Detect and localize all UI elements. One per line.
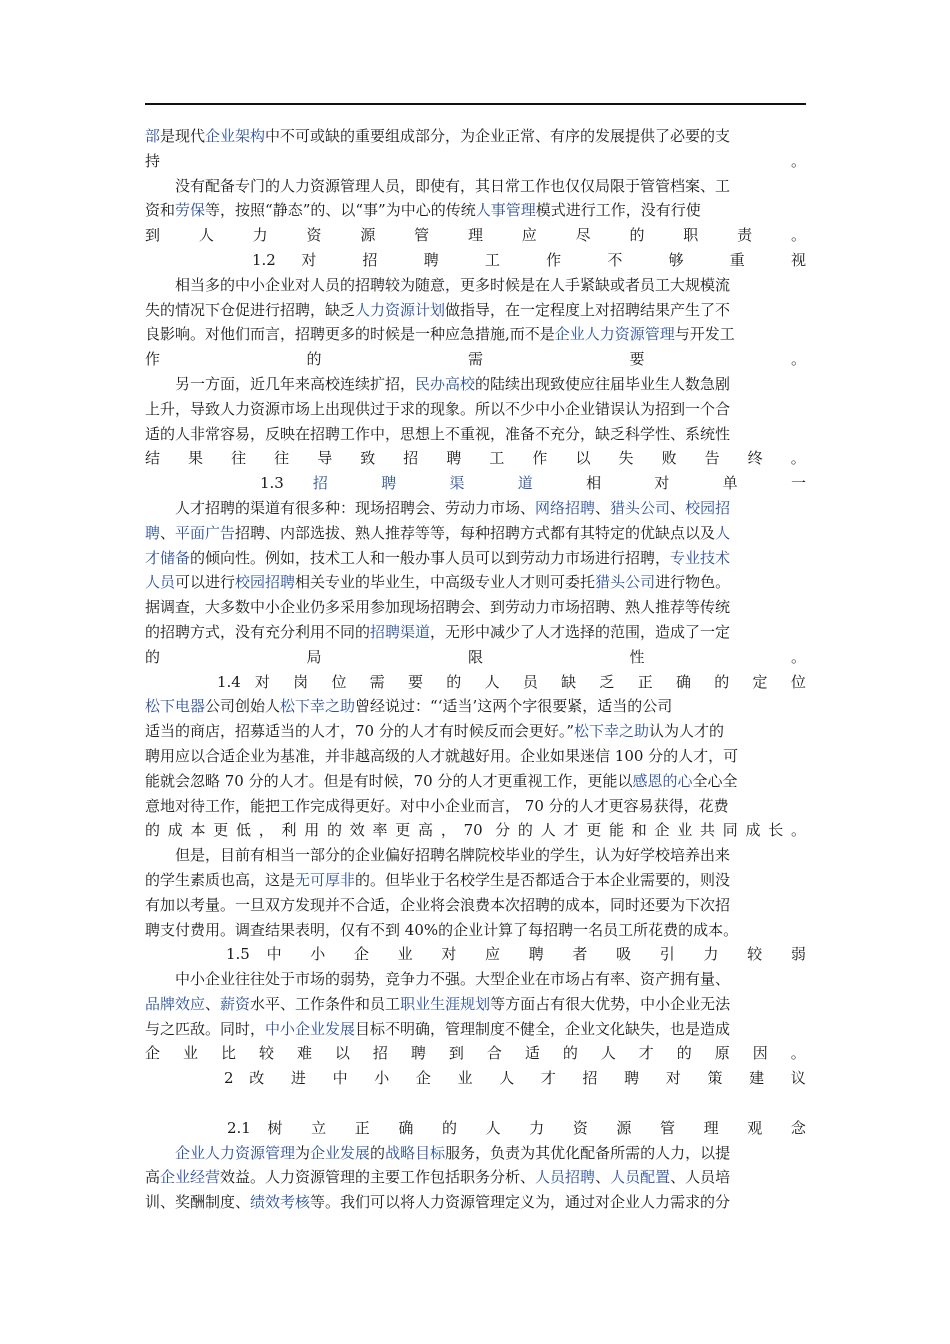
text-run: 败 [661,449,689,468]
text-run: 要 [408,672,433,691]
text-run: 工 [489,449,517,468]
text-run: 弱 [790,945,806,964]
inline-link[interactable]: 人力资源计划 [355,300,446,319]
inline-link[interactable]: 渠 [449,474,489,493]
text-run: 树 [267,1118,295,1137]
text-line [145,694,806,719]
text-run: 适的人非常容易，反映在招聘工作中，思想上不重视，准备不充分，缺乏科学性、系统性 [145,424,731,443]
text-run: 管 [414,226,447,245]
text-run: 失 [618,449,646,468]
inline-link[interactable]: 招聘渠道 [370,622,431,641]
text-run: 。 [790,226,806,245]
text-run: 确 [398,1118,426,1137]
text-line [145,223,806,248]
text-run: 聘 [446,449,473,468]
text-line [145,298,806,323]
inline-link[interactable]: 人员配置 [610,1168,671,1187]
text-run: 进 [290,1069,317,1088]
text-run: 力 [252,226,285,245]
section-heading [145,670,806,695]
text-run: 的倾向性。例如，技术工人和一般办事人员可以到劳动力市场进行招聘， [190,548,671,567]
text-run: 观 [747,1118,775,1137]
inline-link[interactable]: 猎头公司 [610,498,671,517]
text-run: 全心全 [692,771,738,790]
text-run: 、人员培 [670,1168,731,1187]
text-run: 、 [160,523,176,542]
text-run: 结 [145,449,172,468]
text-run: 良影响。对他们而言，招聘更多的时候是一种应急措施,而不是 [145,325,555,344]
text-run: 2 [224,1069,234,1088]
text-run: 、 [670,498,686,517]
text-line [145,422,806,447]
text-line [145,818,806,843]
text-run: 引 [659,945,687,964]
text-run: 资 [306,226,339,245]
text-run: 、 [595,498,611,517]
text-run: 不 [607,250,644,269]
text-run: 的 [441,1118,469,1137]
text-run: 够 [668,250,705,269]
text-run: 单 [722,474,762,493]
text-run: 1.2 [252,250,276,269]
text-run: 人 [484,672,509,691]
text-run: 与开发工 [674,325,735,344]
text-run: 业 [182,1044,208,1063]
text-line [145,1017,806,1042]
text-run: 终 [747,449,775,468]
section-heading [145,248,806,273]
inline-link[interactable]: 品牌效应 [145,994,206,1013]
text-run: 曾经说过：“‘适当’这两个字很要紧，适当的公司 [355,697,673,716]
text-run: 的招聘方式，没有充分利用不同的 [145,622,371,641]
text-line [145,521,806,546]
text-line [145,1190,806,1215]
text-run: 较 [747,945,775,964]
text-line [145,719,806,744]
text-run: 乏 [599,672,624,691]
text-run: 管 [660,1118,687,1137]
text-run: 训、奖酬制度、 [145,1193,251,1212]
text-run: 尽 [575,226,608,245]
text-run: 聘用应以合适企业为基准，并非越高级的人才就越好用。企业如果迷信 100 分的人才，可 [145,746,739,765]
text-run: 有加以考量。一旦双方发现并不合适，企业将会浪费本次招聘的成本，同时还要为下次招 [145,895,731,914]
text-run: 难 [296,1044,322,1063]
inline-link[interactable]: 松下电器 [145,697,206,716]
text-line [145,347,806,372]
inline-link[interactable]: 聘 [145,523,161,542]
text-run: 水平、工作条件和员工 [250,994,401,1013]
text-run: 相当多的中小企业对人员的招聘较为随意，更多时候是在人手紧缺或者员工大规模流 [175,275,731,294]
text-run: 1.5 [226,945,250,964]
text-run: 失的情况下仓促进行招聘，缺乏 [145,300,356,319]
text-run: 业 [457,1069,484,1088]
inline-link[interactable]: 专业技术 [670,548,731,567]
paragraph-start-line [145,496,806,521]
inline-link[interactable]: 民办高校 [415,374,476,393]
text-run: 力 [703,945,731,964]
text-run: 往 [231,449,258,468]
text-run: 建 [749,1069,776,1088]
text-run: 力 [529,1118,557,1137]
text-run: 另一方面，近几年来高校连续扩招， [175,374,416,393]
text-run: 效益。人力资源管理的主要工作包括职务分析、 [220,1168,536,1187]
text-run: 的 [446,672,471,691]
text-run: 致 [360,449,387,468]
text-run: 人 [600,1044,625,1063]
inline-link[interactable]: 聘 [381,474,421,493]
text-run: 公司创始人 [205,697,281,716]
text-run: 合 [486,1044,511,1063]
text-line [145,595,806,620]
text-line [145,868,806,893]
text-run: 企 [415,1069,442,1088]
text-run: 与之匹敌。同时， [145,1019,266,1038]
inline-link[interactable]: 网络招聘 [535,498,596,517]
text-run: 人 [198,226,231,245]
text-run: 小 [374,1069,401,1088]
text-run: 对 [254,672,280,691]
text-run: 的学生素质也高，这是 [145,870,296,889]
text-run: 需 [467,350,554,369]
text-run: 等，按照“静态”的、以“事”为中心的传统 [205,201,476,220]
text-run: 人 [499,1069,526,1088]
text-run: 立 [311,1118,339,1137]
text-run: 往 [274,449,301,468]
inline-link[interactable]: 校园招聘 [235,573,296,592]
text-line [145,918,806,943]
inline-link[interactable]: 人员招聘 [535,1168,596,1187]
text-run: 性 [629,647,716,666]
inline-link[interactable]: 绩效考核 [250,1193,311,1212]
inline-link[interactable]: 道 [517,474,558,493]
text-line [145,1165,806,1190]
text-run: 人 [485,1118,513,1137]
text-run: 2.1 [227,1118,251,1137]
inline-link[interactable]: 无可厚非 [295,870,356,889]
text-run: 做指导，在一定程度上对招聘结果产生了不 [445,300,731,319]
text-run: 中不可或缺的重要组成部分，为企业正常、有序的发展提供了必要的支 [265,127,731,145]
text-run: 应 [521,226,554,245]
inline-link[interactable]: 人 [715,523,731,542]
text-run: 的。但毕业于名校学生是否都适合于本企业需要的，则没 [355,870,731,889]
text-run: 进行物色。 [655,573,731,592]
text-run: 上升，导致人力资源市场上出现供过于求的现象。所以不少中小企业错误认为招到一个合 [145,399,731,418]
text-run: 的 [145,647,231,666]
text-run: 理 [703,1118,731,1137]
document-body [145,124,806,1215]
text-run: 。 [790,1044,806,1063]
text-run: 招 [362,250,399,269]
text-run: 相 [586,474,626,493]
text-line [145,620,806,645]
text-run: 作 [546,250,582,269]
text-run: 源 [616,1118,644,1137]
text-line [145,645,806,670]
text-line [145,893,806,918]
text-line [145,1041,806,1066]
blank-line [145,1091,806,1116]
text-run: 改 [249,1069,276,1088]
text-run: 。 [790,647,806,666]
text-run: 较 [258,1044,284,1063]
text-run: 人才招聘的渠道有很多种：现场招聘会、劳动力市场、 [175,498,536,517]
text-run: 聘支付费用。调查结果表明，仅有不到 40%的企业计算了每招聘一名员工所花费的成本。 [145,920,739,939]
text-run: 招 [582,1069,609,1088]
text-run: 业 [397,945,425,964]
text-run: 中小企业往往处于市场的弱势，竞争力不强。大型企业在市场占有率、资产拥有量、 [175,970,731,989]
text-run: 果 [188,449,215,468]
inline-link[interactable]: 猎头公司 [595,573,656,592]
inline-link[interactable]: 劳保 [175,201,206,220]
text-line [145,794,806,819]
text-run: 工 [484,250,521,269]
text-run: 到 [448,1044,473,1063]
text-run: 没有配备专门的人力资源管理人员，即使有，其日常工作也仅仅局限于管管档案、工 [175,176,731,195]
inline-link[interactable]: 人事管理 [475,201,536,220]
text-run: 、 [205,994,221,1013]
text-run: 岗 [293,672,318,691]
text-run: 聘 [410,1044,435,1063]
text-run: 是现代 [160,127,206,145]
text-run: 适 [524,1044,549,1063]
text-run: 资 [572,1118,600,1137]
text-run: 理 [467,226,500,245]
text-run: 的 [306,350,393,369]
text-run: 聘 [423,250,460,269]
header-rule [145,103,806,105]
text-run: 策 [707,1069,734,1088]
text-run: 作 [145,350,231,369]
text-run: 资和 [145,201,176,220]
text-line [145,149,806,174]
text-run: 职 [683,226,716,245]
inline-link[interactable]: 职业生涯规划 [400,994,491,1013]
text-run: 。 [790,350,806,369]
text-run: 源 [360,226,393,245]
inline-link[interactable]: 平面广告 [175,523,236,542]
text-run: 的 [676,1044,701,1063]
text-run: 的陆续出现致使应往届毕业生人数急剧 [475,374,731,393]
text-run: 限 [467,647,554,666]
paragraph-start-line [145,1141,806,1166]
inline-link[interactable]: 松下幸之助 [574,722,650,741]
paragraph-start-line [145,372,806,397]
text-run: 才 [540,1069,567,1088]
text-line [145,769,806,794]
text-line [145,124,806,149]
text-run: 告 [704,449,732,468]
text-run: 可以进行 [175,573,236,592]
text-run: 。 [790,449,806,468]
text-run: 对 [301,250,338,269]
text-run: 。 [790,151,806,170]
text-run: 因 [752,1044,777,1063]
text-run: 正 [637,672,662,691]
text-line [145,992,806,1017]
inline-link[interactable]: 招 [312,474,353,493]
text-run: 招 [403,449,430,468]
inline-link[interactable]: 校园招 [685,498,731,517]
inline-link[interactable]: 中小企业发展 [265,1019,356,1038]
text-run: 对 [441,945,469,964]
paragraph-start-line [145,273,806,298]
text-run: 企 [353,945,381,964]
text-run: 服务，负责为其优化配备所需的人力，以提 [445,1143,731,1162]
text-run: 应 [485,945,512,964]
inline-link[interactable]: 企业架构 [205,127,266,145]
text-run: 重 [729,250,766,269]
text-run: 认为人才的 [649,722,725,741]
text-run: 位 [790,672,806,691]
paragraph-start-line [145,174,806,199]
text-run: 念 [790,1118,806,1137]
text-run: 视 [790,250,806,269]
text-run: 作 [532,449,560,468]
text-run: 要 [629,350,716,369]
text-run: 确 [675,672,701,691]
text-run: 责 [737,226,770,245]
text-run: 、 [595,1168,611,1187]
inline-link[interactable]: 部 [145,127,161,145]
text-run: 持 [145,151,474,170]
inline-link[interactable]: 薪资 [220,994,251,1013]
text-run: 等方面占有很大优势，中小企业无法 [490,994,731,1013]
text-run: 局 [306,647,393,666]
chapter-heading [145,1066,806,1091]
text-run: 议 [790,1069,806,1088]
text-run: 才 [638,1044,663,1063]
inline-link[interactable]: 企业人力资源管理 [175,1143,296,1162]
text-run: 需 [369,672,394,691]
text-run: 中 [332,1069,359,1088]
text-run: 比 [220,1044,246,1063]
section-heading [145,942,806,967]
text-line [145,570,806,595]
text-run: 中 [266,945,294,964]
text-run: 原 [714,1044,739,1063]
text-run: 适当的商店，招募适当的人才，70 分的人才有时候反而会更好。” [145,722,575,741]
text-run: 的 [629,226,662,245]
text-run: 小 [310,945,338,964]
text-run: 到 [145,226,178,245]
inline-link[interactable]: 松下幸之助 [280,697,356,716]
text-run: 但是，目前有相当一部分的企业偏好招聘名牌院校毕业的学生，认为好学校培养出来 [175,846,731,865]
text-run: 能就会忽略 70 分的人才。但是有时候，70 分的人才更重视工作，更能以 [145,771,633,790]
text-run: 1.3 [260,474,284,493]
text-run: 者 [572,945,600,964]
text-run: 导 [317,449,344,468]
inline-link[interactable]: 感恩的心 [632,771,693,790]
text-line [145,744,806,769]
text-run: 一 [790,474,806,493]
text-line [145,397,806,422]
text-run: 招聘、内部选拔、熟人推荐等等，每种招聘方式都有其特定的优缺点以及 [235,523,716,542]
inline-link[interactable]: 企业发展 [310,1143,371,1162]
text-run: 正 [354,1118,382,1137]
text-run: 对 [665,1069,692,1088]
text-run: 以 [334,1044,360,1063]
text-run: 员 [522,672,548,691]
text-run: 吸 [616,945,644,964]
inline-link[interactable]: 战略目标 [385,1143,446,1162]
section-heading [145,471,806,496]
text-run: 目标不明确，管理制度不健全，企业文化缺失，也是造成 [355,1019,731,1038]
text-run: 对 [654,474,694,493]
text-line [145,446,806,471]
text-line [145,322,806,347]
text-run: 为 [295,1143,311,1162]
text-run: 等。我们可以将人力资源管理定义为，通过对企业人力需求的分 [310,1193,731,1212]
text-run: 定 [752,672,777,691]
text-run: 聘 [624,1069,651,1088]
inline-link[interactable]: 企业经营 [160,1168,221,1187]
paragraph-start-line [145,967,806,992]
text-line [145,198,806,223]
text-line [145,546,806,571]
text-run: 意地对待工作，能把工作完成得更好。对中小企业而言， 70 分的人才更容易获得，花费 [145,796,729,815]
text-run: 招 [372,1044,398,1063]
text-run: 的 [370,1143,386,1162]
inline-link[interactable]: 人员 [145,573,176,592]
text-run: 据调查，大多数中小企业仍多采用参加现场招聘会、到劳动力市场招聘、熟人推荐等传统 [145,598,731,617]
text-run: 的 [562,1044,587,1063]
text-run: 以 [575,449,603,468]
text-run: 模式进行工作，没有行使 [535,201,701,220]
text-run: 缺 [561,672,586,691]
text-run: 企 [145,1044,170,1063]
text-run: 聘 [528,945,556,964]
text-run: 位 [331,672,356,691]
text-run: 的 [714,672,739,691]
text-run: 相关专业的毕业生，中高级专业人才则可委托 [295,573,596,592]
paragraph-start-line [145,843,806,868]
text-run: 的成本更低，利用的效率更高，70 分的人才更能和企业共同成长。 [145,821,806,840]
text-run: 高 [145,1168,161,1187]
text-run: ，无形中减少了人才选择的范围，造成了一定 [430,622,731,641]
section-heading [145,1116,806,1141]
inline-link[interactable]: 企业人力资源管理 [554,325,675,344]
text-run: 1.4 [217,672,241,691]
inline-link[interactable]: 才储备 [145,548,191,567]
